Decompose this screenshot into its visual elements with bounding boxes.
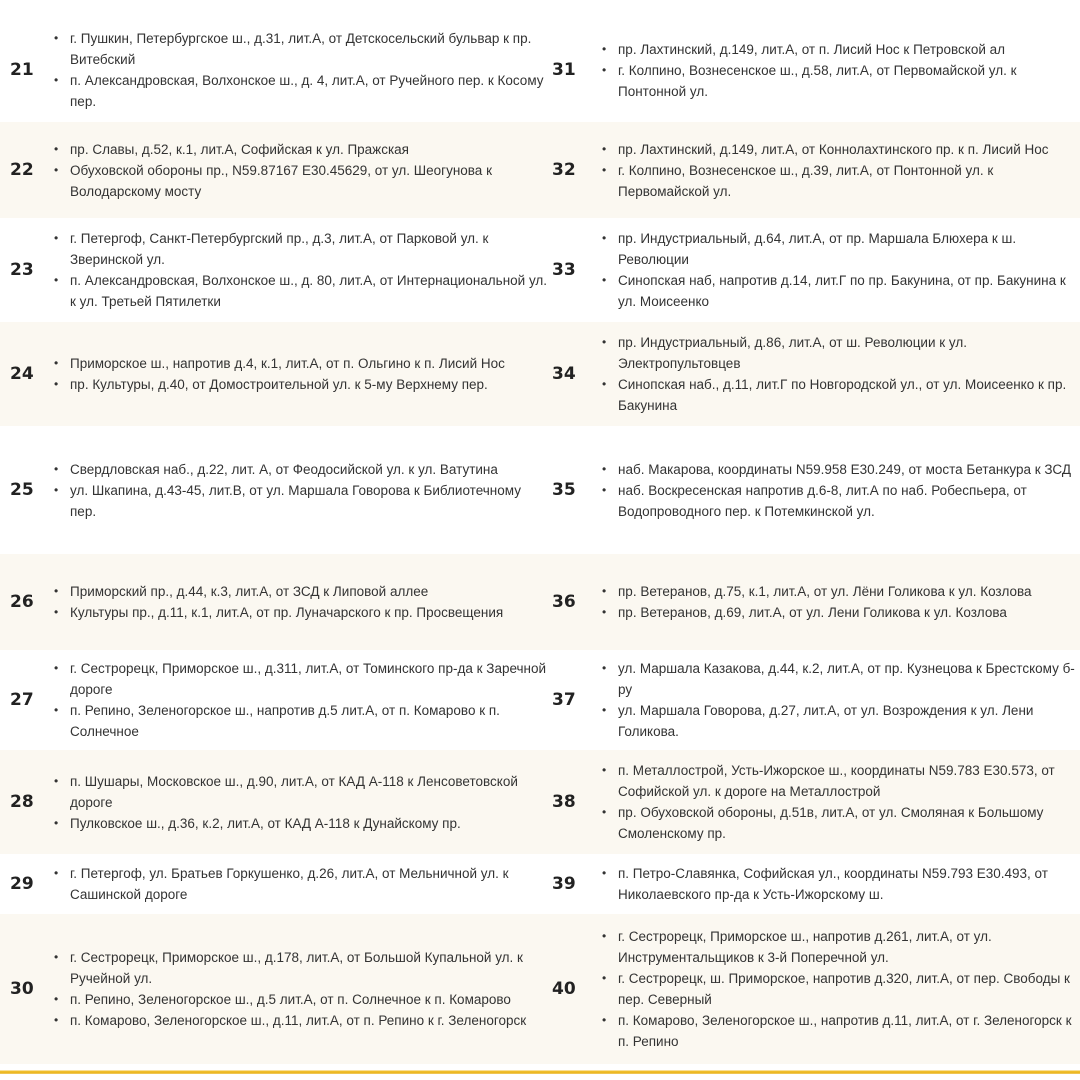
entry-row — [0, 554, 548, 650]
entry-row — [0, 218, 548, 322]
entry-address-list — [600, 332, 1080, 416]
entry-address-list — [600, 760, 1080, 844]
entry-number: 27 — [10, 690, 34, 710]
entry-number: 24 — [10, 364, 34, 384]
address-item: • г. Сестрорецк, Приморское ш., напротив д.261, лит.А, от ул. Инструментальщиков к 3-й Поперечной ул. — [600, 926, 1076, 968]
entry-number: 28 — [10, 792, 34, 812]
entry-row — [0, 426, 548, 554]
entry-row — [548, 122, 1080, 218]
address-item: • п. Комарово, Зеленогорское ш., напротив д.11, лит.А, от г. Зеленогорск к п. Репино — [600, 1010, 1076, 1052]
entry-number: 36 — [552, 592, 576, 612]
entry-number: 38 — [552, 792, 576, 812]
address-item: • пр. Ветеранов, д.69, лит.А, от ул. Лени Голикова к ул. Козлова — [600, 602, 1076, 623]
address-item: • пр. Ветеранов, д.75, к.1, лит.А, от ул. Лёни Голикова к ул. Козлова — [600, 581, 1076, 602]
entry-address-list — [52, 581, 548, 623]
entry-row — [548, 650, 1080, 750]
entry-address-list — [52, 771, 548, 834]
entry-address-list — [600, 39, 1080, 102]
address-item: • п. Шушары, Московское ш., д.90, лит.А, от КАД А-118 к Ленсоветовской дороге — [52, 771, 548, 813]
address-item: • наб. Воскресенская напротив д.6-8, лит.А по наб. Робеспьера, от Водопроводного пер. к Потемкинской ул. — [600, 480, 1076, 522]
address-item: • Синопская наб, напротив д.14, лит.Г по пр. Бакунина, от пр. Бакунина к ул. Моисеенко — [600, 270, 1076, 312]
entry-number: 35 — [552, 480, 576, 500]
entry-address-list — [600, 863, 1080, 905]
entry-number: 25 — [10, 480, 34, 500]
address-item: • пр. Индустриальный, д.86, лит.А, от ш. Революции к ул. Электропультовцев — [600, 332, 1076, 374]
entry-number: 39 — [552, 874, 576, 894]
entry-address-list — [52, 863, 548, 905]
address-item: • пр. Славы, д.52, к.1, лит.А, Софийская к ул. Пражская — [52, 139, 548, 160]
entry-address-list — [52, 28, 548, 112]
address-item: • пр. Лахтинский, д.149, лит.А, от Коннолахтинского пр. к п. Лисий Нос — [600, 139, 1076, 160]
address-item: • Свердловская наб., д.22, лит. А, от Феодосийской ул. к ул. Ватутина — [52, 459, 548, 480]
entry-address-list — [52, 139, 548, 202]
address-item: • п. Александровская, Волхонское ш., д. 4, лит.А, от Ручейного пер. к Косому пер. — [52, 70, 548, 112]
entry-number: 31 — [552, 60, 576, 80]
entry-address-list — [52, 353, 548, 395]
address-item: • г. Петергоф, Санкт-Петербургский пр., д.3, лит.А, от Парковой ул. к Зверинской ул. — [52, 228, 548, 270]
entry-number: 30 — [10, 979, 34, 999]
entry-row — [0, 122, 548, 218]
entry-number: 37 — [552, 690, 576, 710]
entry-row — [548, 218, 1080, 322]
entry-number: 22 — [10, 160, 34, 180]
entry-address-list — [600, 139, 1080, 202]
entry-row — [548, 554, 1080, 650]
entry-number: 40 — [552, 979, 576, 999]
address-item: • п. Металлострой, Усть-Ижорское ш., координаты N59.783 E30.573, от Софийской ул. к дороге на Металлострой — [600, 760, 1076, 802]
address-item: • п. Александровская, Волхонское ш., д. 80, лит.А, от Интернациональной ул. к ул. Третьей Пятилетки — [52, 270, 548, 312]
address-item: • г. Сестрорецк, ш. Приморское, напротив д.320, лит.А, от пер. Свободы к пер. Северный — [600, 968, 1076, 1010]
entry-row — [548, 854, 1080, 914]
entry-row — [0, 650, 548, 750]
address-item: • г. Колпино, Вознесенское ш., д.39, лит.А, от Понтонной ул. к Первомайской ул. — [600, 160, 1076, 202]
address-item: • ул. Маршала Казакова, д.44, к.2, лит.А, от пр. Кузнецова к Брестскому б-ру — [600, 658, 1076, 700]
address-item: • п. Репино, Зеленогорское ш., д.5 лит.А, от п. Солнечное к п. Комарово — [52, 989, 548, 1010]
entry-number: 29 — [10, 874, 34, 894]
entry-number: 33 — [552, 260, 576, 280]
address-item: • Обуховской обороны пр., N59.87167 E30.45629, от ул. Шеогунова к Володарскому мосту — [52, 160, 548, 202]
entry-address-list — [600, 658, 1080, 742]
entry-address-list — [52, 947, 548, 1031]
entry-row — [0, 854, 548, 914]
entry-row — [548, 750, 1080, 854]
entry-address-list — [52, 228, 548, 312]
entry-address-list — [600, 926, 1080, 1052]
address-item: • Пулковское ш., д.36, к.2, лит.А, от КАД А-118 к Дунайскому пр. — [52, 813, 548, 834]
entry-address-list — [600, 581, 1080, 623]
address-item: • пр. Индустриальный, д.64, лит.А, от пр. Маршала Блюхера к ш. Революции — [600, 228, 1076, 270]
address-item: • г. Пушкин, Петербургское ш., д.31, лит.А, от Детскосельский бульвар к пр. Витебский — [52, 28, 548, 70]
address-item: • пр. Лахтинский, д.149, лит.А, от п. Лисий Нос к Петровской ал — [600, 39, 1076, 60]
entry-number: 34 — [552, 364, 576, 384]
entry-row — [548, 426, 1080, 554]
entry-row — [0, 914, 548, 1064]
entry-address-list — [600, 459, 1080, 522]
entry-number: 26 — [10, 592, 34, 612]
bottom-decor-bar — [0, 1064, 1080, 1080]
entry-row — [0, 750, 548, 854]
address-item: • Приморское ш., напротив д.4, к.1, лит.А, от п. Ольгино к п. Лисий Нос — [52, 353, 548, 374]
entry-address-list — [600, 228, 1080, 312]
entry-row — [548, 18, 1080, 122]
address-item: • Культуры пр., д.11, к.1, лит.А, от пр. Луначарского к пр. Просвещения — [52, 602, 548, 623]
entry-address-list — [52, 459, 548, 522]
entry-number: 21 — [10, 60, 34, 80]
entry-address-list — [52, 658, 548, 742]
address-item: • г. Сестрорецк, Приморское ш., д.311, лит.А, от Томинского пр-да к Заречной дороге — [52, 658, 548, 700]
entry-number: 23 — [10, 260, 34, 280]
address-item: • ул. Маршала Говорова, д.27, лит.А, от ул. Возрождения к ул. Лени Голикова. — [600, 700, 1076, 742]
address-item: • пр. Обуховской обороны, д.51в, лит.А, от ул. Смоляная к Большому Смоленскому пр. — [600, 802, 1076, 844]
address-item: • п. Комарово, Зеленогорское ш., д.11, лит.А, от п. Репино к г. Зеленогорск — [52, 1010, 548, 1031]
address-item: • п. Петро-Славянка, Софийская ул., координаты N59.793 E30.493, от Николаевского пр-да к Усть-Ижорскому ш. — [600, 863, 1076, 905]
address-item: • п. Репино, Зеленогорское ш., напротив д.5 лит.А, от п. Комарово к п. Солнечное — [52, 700, 548, 742]
entry-row — [0, 18, 548, 122]
entry-number: 32 — [552, 160, 576, 180]
address-item: • г. Петергоф, ул. Братьев Горкушенко, д.26, лит.А, от Мельничной ул. к Сашинской дороге — [52, 863, 548, 905]
address-item: • пр. Культуры, д.40, от Домостроительной ул. к 5-му Верхнему пер. — [52, 374, 548, 395]
address-item: • Синопская наб., д.11, лит.Г по Новгородской ул., от ул. Моисеенко к пр. Бакунина — [600, 374, 1076, 416]
entry-row — [548, 914, 1080, 1064]
address-item: • ул. Шкапина, д.43-45, лит.В, от ул. Маршала Говорова к Библиотечному пер. — [52, 480, 548, 522]
address-item: • Приморский пр., д.44, к.3, лит.А, от ЗСД к Липовой аллее — [52, 581, 548, 602]
address-item: • г. Колпино, Вознесенское ш., д.58, лит.А, от Первомайской ул. к Понтонной ул. — [600, 60, 1076, 102]
entry-row — [0, 322, 548, 426]
entry-row — [548, 322, 1080, 426]
address-item: • наб. Макарова, координаты N59.958 E30.249, от моста Бетанкура к ЗСД — [600, 459, 1076, 480]
address-item: • г. Сестрорецк, Приморское ш., д.178, лит.А, от Большой Купальной ул. к Ручейной ул. — [52, 947, 548, 989]
